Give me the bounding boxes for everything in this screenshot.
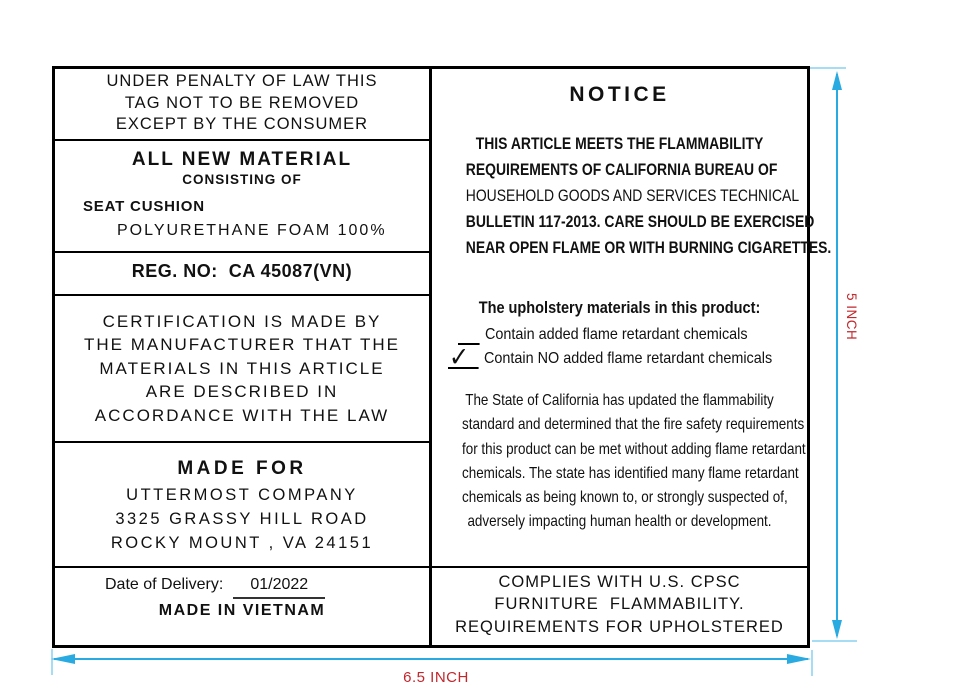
- text-line: EXCEPT BY THE CONSUMER: [115, 115, 369, 134]
- height-extension-line-bottom: [812, 640, 857, 642]
- date-of-delivery-label: Date of Delivery:: [105, 576, 224, 593]
- arrowhead-right-icon: [787, 654, 811, 664]
- height-dimension-line: [836, 74, 838, 636]
- text-line: chemicals as being known to, or strongly suspected of,: [462, 489, 788, 507]
- material-section: [55, 141, 429, 253]
- width-dimension-line: [54, 658, 808, 660]
- penalty-text: [55, 71, 429, 136]
- flammability-line: THIS ARTICLE MEETS THE FLAMMABILITY: [475, 134, 764, 153]
- text-line: REQUIREMENTS FOR UPHOLSTERED: [455, 617, 784, 636]
- arrowhead-up-icon: [832, 71, 842, 90]
- made-for-heading: MADE FOR: [177, 458, 307, 479]
- right-column: [432, 69, 832, 645]
- date-of-delivery-row: [105, 576, 325, 599]
- date-of-delivery-value: 01/2022: [233, 576, 325, 599]
- upholstery-materials-heading: The upholstery materials in this product:: [478, 299, 761, 317]
- text-line: FURNITURE FLAMMABILITY.: [494, 595, 745, 614]
- text-line: THE MANUFACTURER THAT THE: [83, 335, 401, 355]
- text-line: The State of California has updated the flammability: [465, 392, 774, 409]
- option-contain-added-label: Contain added flame retardant chemicals: [485, 326, 748, 343]
- text-line: UNDER PENALTY OF LAW THIS: [106, 72, 378, 90]
- notice-section: [432, 69, 832, 568]
- made-in-label: MADE IN VIETNAM: [158, 602, 326, 619]
- certification-text: [55, 310, 429, 427]
- text-line: COMPLIES WITH U.S. CPSC: [498, 573, 741, 591]
- arrowhead-down-icon: [832, 620, 842, 639]
- arrowhead-left-icon: [51, 654, 75, 664]
- made-for-section: [55, 443, 429, 568]
- cpsc-compliance-section: [432, 568, 807, 645]
- flammability-line: REQUIREMENTS OF CALIFORNIA BUREAU OF: [465, 160, 778, 179]
- text-line: for this product can be met without adding flame retardant: [462, 440, 806, 458]
- all-new-material-heading: ALL NEW MATERIAL: [131, 149, 353, 170]
- origin-section: [55, 568, 429, 645]
- checked-blank-line: [448, 342, 479, 373]
- flammability-line: HOUSEHOLD GOODS AND SERVICES TECHNICAL: [465, 186, 800, 205]
- left-column: [55, 69, 432, 645]
- material-content-label: POLYURETHANE FOAM 100%: [117, 222, 387, 239]
- option-contain-no-added-label: Contain NO added flame retardant chemicals: [484, 350, 773, 367]
- height-dimension-label: 5 INCH: [844, 293, 859, 341]
- height-extension-line-top: [810, 67, 846, 69]
- text-line: adversely impacting human health or development.: [467, 513, 772, 531]
- checkmark-icon: ✓: [448, 342, 470, 373]
- text-line: standard and determined that the fire safety requirements: [462, 416, 805, 434]
- registration-number-section: [55, 253, 429, 296]
- text-line: TAG NOT TO BE REMOVED: [124, 93, 360, 112]
- width-extension-line-right: [811, 650, 813, 676]
- component-label: SEAT CUSHION: [83, 198, 205, 215]
- text-line: UTTERMOST COMPANY: [126, 486, 358, 504]
- registration-number: REG. NO: CA 45087(VN): [131, 261, 353, 281]
- text-line: ARE DESCRIBED IN: [145, 382, 339, 402]
- width-dimension-label: 6.5 INCH: [403, 669, 469, 686]
- law-label: [52, 66, 832, 648]
- text-line: 3325 GRASSY HILL ROAD: [115, 510, 369, 528]
- text-line: ACCORDANCE WITH THE LAW: [94, 405, 390, 425]
- text-line: chemicals. The state has identified many flame retardant: [462, 464, 799, 482]
- state-of-california-paragraph: [432, 389, 807, 535]
- flammability-line: BULLETIN 117-2013. CARE SHOULD BE EXERCISED: [465, 212, 815, 231]
- flammability-statement: [432, 131, 832, 261]
- penalty-section: [55, 69, 429, 141]
- text-line: MATERIALS IN THIS ARTICLE: [99, 358, 385, 378]
- notice-heading: NOTICE: [569, 83, 670, 106]
- certification-section: [55, 296, 429, 443]
- option-contain-added: [458, 324, 748, 345]
- option-contain-no-added: [448, 342, 773, 373]
- company-address: [55, 483, 429, 555]
- text-line: CERTIFICATION IS MADE BY: [102, 312, 382, 331]
- cpsc-compliance-text: [432, 571, 807, 638]
- flammability-line: NEAR OPEN FLAME OR WITH BURNING CIGARETTES.: [465, 238, 832, 257]
- consisting-of-label: CONSISTING OF: [182, 172, 302, 187]
- text-line: ROCKY MOUNT , VA 24151: [110, 534, 374, 552]
